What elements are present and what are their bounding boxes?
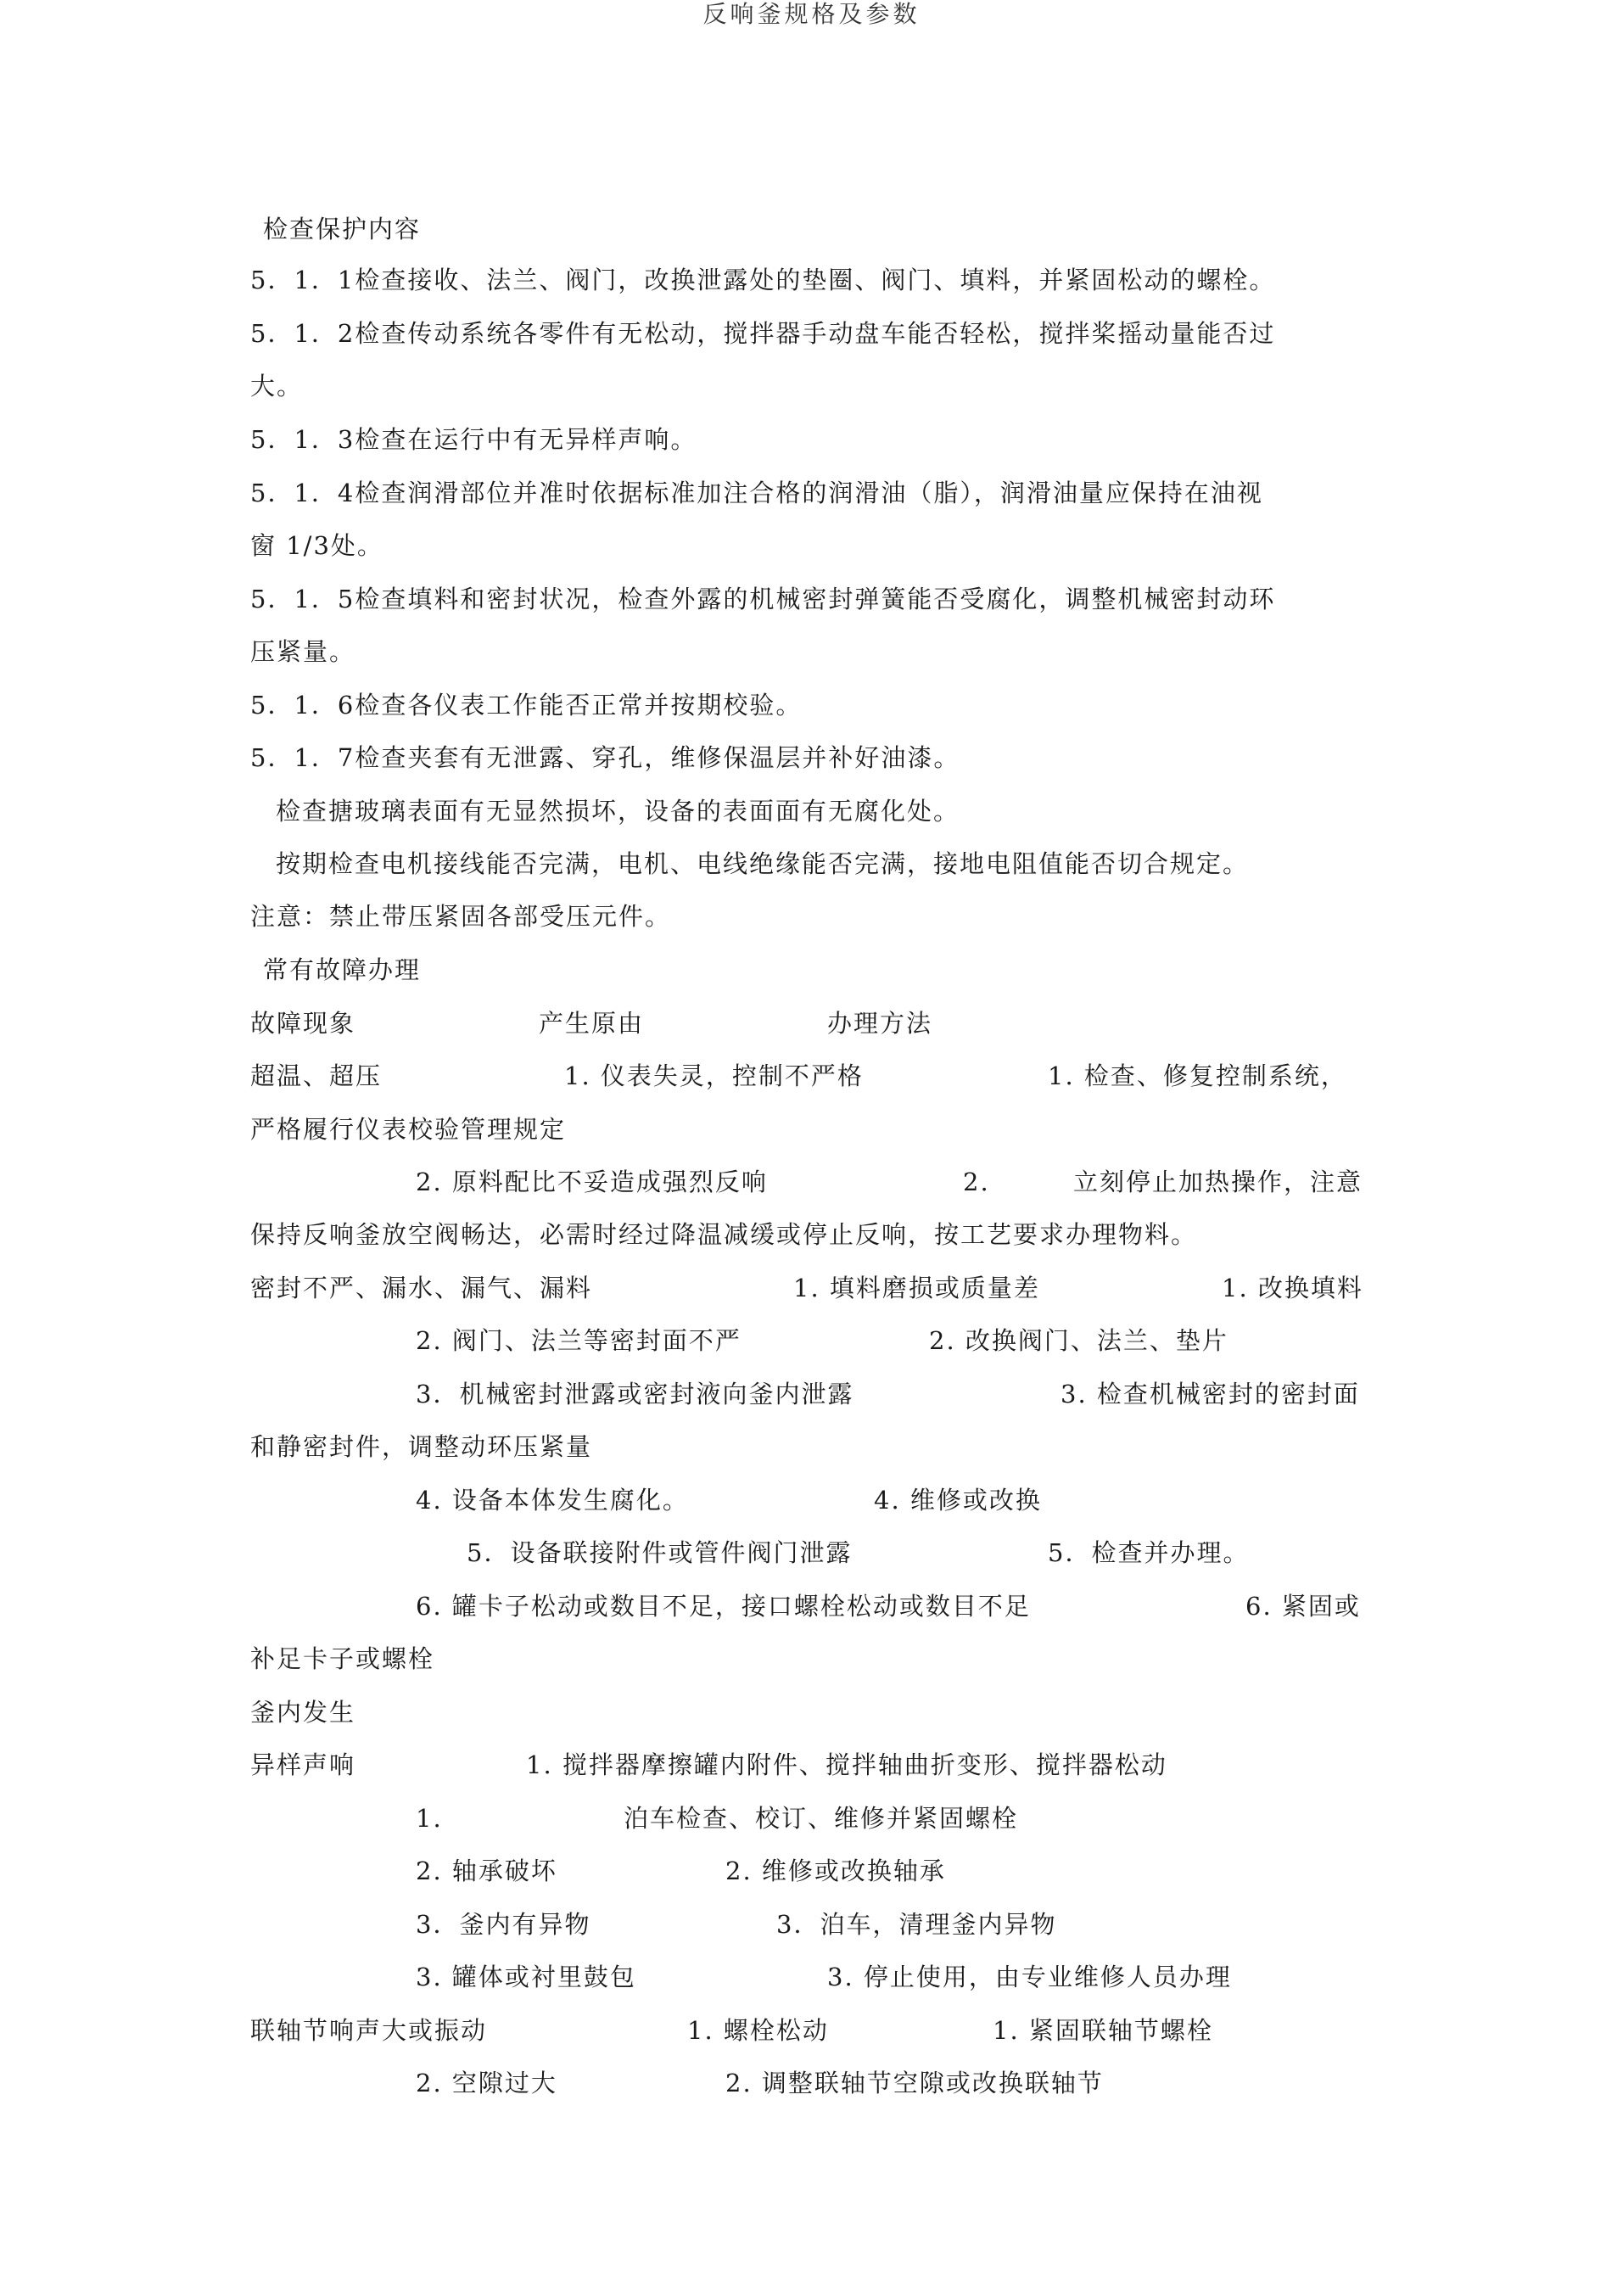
- check-item-7: 5．1．7检查夹套有无泄露、穿孔，维修保温层并补好油漆。: [250, 743, 960, 772]
- check-note: 注意：禁止带压紧固各部受压元件。: [250, 902, 672, 931]
- fault-seal-method-4: 4. 维修或改换: [874, 1486, 1042, 1515]
- fault-seal-cause-1: 1. 填料磨损或质量差: [793, 1274, 1040, 1302]
- fault-over-method-1: 1. 检查、修复控制系统，: [1048, 1061, 1347, 1090]
- fault-seal-method-6: 6. 紧固或: [1245, 1592, 1361, 1621]
- fault-coupling-method-1: 1. 紧固联轴节螺栓: [993, 2016, 1213, 2045]
- fault-coupling-cause-1: 1. 螺栓松动: [687, 2016, 829, 2045]
- fault-seal-phenomenon: 密封不严、漏水、漏气、漏料: [250, 1274, 593, 1302]
- check-item-5: 5．1．5检查填料和密封状况，检查外露的机械密封弹簧能否受腐化，调整机械密封动环: [250, 585, 1276, 613]
- fault-seal-cause-6: 6. 罐卡子松动或数目不足，接口螺栓松动或数目不足: [416, 1592, 1031, 1621]
- fault-noise-method-2: 2. 维修或改换轴承: [725, 1856, 946, 1885]
- check-extra-1: 检查搪玻璃表面有无显然损坏，设备的表面面有无腐化处。: [276, 797, 960, 826]
- fault-col-method: 办理方法: [827, 1009, 933, 1038]
- fault-col-phenomenon: 故障现象: [250, 1009, 356, 1038]
- check-item-2-cont: 大。: [250, 372, 304, 400]
- fault-over-method-2: 立刻停止加热操作，注意: [1073, 1168, 1363, 1196]
- fault-noise-method-3: 3．泊车，清理釜内异物: [776, 1910, 1057, 1939]
- fault-noise-method-1: 泊车检查、校订、维修并紧固螺栓: [624, 1804, 1019, 1833]
- check-item-1: 5．1．1检查接收、法兰、阀门，改换泄露处的垫圈、阀门、填料，并紧固松动的螺栓。: [250, 266, 1276, 294]
- fault-seal-method-6-cont: 补足卡子或螺栓: [250, 1644, 435, 1673]
- fault-coupling-method-2: 2. 调整联轴节空隙或改换联轴节: [725, 2069, 1104, 2097]
- page-header-title: 反响釜规格及参数: [702, 0, 921, 28]
- fault-seal-method-3-cont: 和静密封件，调整动环压紧量: [250, 1432, 593, 1461]
- check-item-2: 5．1．2检查传动系统各零件有无松动，搅拌器手动盘车能否轻松，搅拌桨摇动量能否过: [250, 319, 1276, 348]
- fault-coupling-phenomenon: 联轴节响声大或振动: [250, 2016, 488, 2045]
- section-heading-fault: 常有故障办理: [263, 955, 422, 984]
- check-extra-2: 按期检查电机接线能否完满，电机、电线绝缘能否完满，接地电阻值能否切合规定。: [276, 849, 1250, 878]
- fault-seal-cause-5: 5．设备联接附件或管件阀门泄露: [467, 1538, 853, 1567]
- fault-noise-cause-2: 2. 轴承破坏: [416, 1856, 557, 1885]
- fault-noise-method-4: 3. 停止使用，由专业维修人员办理: [827, 1963, 1232, 1991]
- fault-seal-method-5: 5．检查并办理。: [1048, 1538, 1250, 1567]
- fault-noise-phenomenon-1: 釜内发生: [250, 1698, 356, 1727]
- fault-seal-cause-4: 4. 设备本体发生腐化。: [416, 1486, 689, 1515]
- fault-over-method-1-cont: 严格履行仪表校验管理规定: [250, 1115, 567, 1144]
- fault-coupling-cause-2: 2. 空隙过大: [416, 2069, 557, 2097]
- fault-noise-cause-4: 3. 罐体或衬里鼓包: [416, 1963, 636, 1991]
- fault-seal-cause-2: 2. 阀门、法兰等密封面不严: [416, 1326, 742, 1355]
- fault-over-cause-2: 2. 原料配比不妥造成强烈反响: [416, 1168, 768, 1196]
- fault-over-phenomenon: 超温、超压: [250, 1061, 383, 1090]
- fault-noise-cause-3: 3．釜内有异物: [416, 1910, 591, 1939]
- check-item-5-cont: 压紧量。: [250, 637, 356, 666]
- fault-noise-phenomenon-2: 异样声响: [250, 1750, 356, 1779]
- fault-over-cause-1: 1. 仪表失灵，控制不严格: [564, 1061, 864, 1090]
- fault-noise-cause-1: 1. 搅拌器摩擦罐内附件、搅拌轴曲折变形、搅拌器松动: [526, 1750, 1167, 1779]
- fault-seal-method-2: 2. 改换阀门、法兰、垫片: [929, 1326, 1228, 1355]
- check-item-6: 5．1．6检查各仪表工作能否正常并按期校验。: [250, 691, 803, 720]
- fault-noise-method-1-num: 1.: [416, 1804, 443, 1833]
- fault-seal-cause-3: 3．机械密封泄露或密封液向釜内泄露: [416, 1380, 854, 1408]
- fault-seal-method-1: 1. 改换填料: [1222, 1274, 1363, 1302]
- fault-over-method-2-cont: 保持反响釜放空阀畅达，必需时经过降温减缓或停止反响，按工艺要求办理物料。: [250, 1220, 1198, 1249]
- fault-seal-method-3: 3. 检查机械密封的密封面: [1061, 1380, 1360, 1408]
- check-item-3: 5．1．3检查在运行中有无异样声响。: [250, 425, 697, 454]
- section-heading-check: 检查保护内容: [263, 215, 422, 244]
- fault-col-cause: 产生原由: [539, 1009, 645, 1038]
- check-item-4-cont: 窗 1/3处。: [250, 531, 383, 560]
- fault-over-method-2-num: 2.: [963, 1168, 990, 1196]
- check-item-4: 5．1．4检查润滑部位并准时依据标准加注合格的润滑油（脂），润滑油量应保持在油视: [250, 479, 1263, 507]
